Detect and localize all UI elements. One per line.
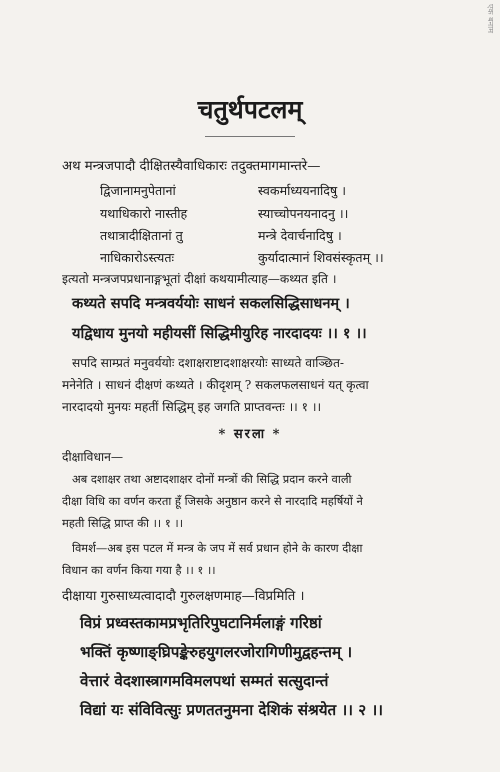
shloka2-line2: भक्तिं कृष्णाङ्घ्रिपङ्केरुहयुगलरजोरागिणीमुद्वहन्तम् ।: [80, 643, 353, 661]
heading-underline: [205, 136, 295, 137]
intro-line: अथ मन्त्रजपादौ दीक्षितस्यैवाधिकारः तदुक्तमागमान्तरे—: [62, 159, 321, 174]
section-title: * सरला *: [218, 427, 282, 442]
commentary1-line2: मनेनेति । साधनं दीक्षणं कथ्यते । कीदृशम् ? सकलफलसाधनं यत् कृत्वा: [62, 378, 369, 392]
verse-pada-b: स्वकर्माध्ययनादिषु ।: [258, 183, 346, 198]
verse-pada-b: कुर्यादात्मानं शिवसंस्कृतम् ।।: [258, 250, 384, 265]
shloka2-line3: वेत्तारं वेदशास्त्रागमविमलपथां सम्मतं सत्सुदान्तं: [80, 672, 329, 690]
vimarsha-line1: विमर्श—अब इस पटल में मन्त्र के जप में सर्व प्रधान होने के कारण दीक्षा: [72, 541, 363, 555]
hindi-para-line3: महती सिद्धि प्राप्त की ।। १ ।।: [62, 516, 184, 530]
verse-pada-a: नाधिकारोऽस्त्यतः: [100, 250, 175, 265]
shloka1-line1: कथ्यते सपदि मन्त्रवर्ययोः साधनं सकलसिद्धिसाधनम् ।: [72, 295, 350, 312]
verse-pada-a: यथाधिकारो नास्तीह: [100, 206, 188, 221]
edge-marking: एक बनाम: [486, 4, 495, 33]
verse-pada-a: तथात्रादीक्षितानां तु: [100, 228, 183, 243]
shloka1-line2: यद्विधाय मुनयो महीयसीं सिद्धिमीयुरिह नारदादयः ।। १ ।।: [72, 325, 367, 342]
verse-pada-b: मन्त्रे देवार्चनादिषु ।: [258, 228, 342, 243]
hindi-para-line2: दीक्षा विधि का वर्णन करता हूँ जिसके अनुष्ठान करने से नारदादि महर्षियों ने: [62, 494, 363, 508]
hindi-para-line1: अब दशाक्षर तथा अष्टादशाक्षर दोनों मन्त्रों की सिद्धि प्रदान करने वाली: [72, 472, 352, 486]
chapter-heading: चतुर्थपटलम्: [197, 95, 303, 124]
transition-line: इत्यतो मन्त्रजपप्रधानाङ्गभूतां दीक्षां कथयामीत्याह—कथ्यत इति ।: [62, 272, 337, 286]
vimarsha-line2: विधान का वर्णन किया गया है ।। १ ।।: [62, 563, 216, 577]
commentary1-line1: सपदि साम्प्रतं मनुवर्ययोः दशाक्षराष्टादशाक्षरयोः साध्यते वाञ्छित-: [72, 356, 345, 370]
shloka2-line1: विप्रं प्रध्वस्तकामप्रभृतिरिपुघटानिर्मलाङ्गं गरिष्ठां: [80, 614, 322, 632]
hindi-title: दीक्षाविधान—: [62, 450, 124, 464]
intro2-line: दीक्षाया गुरुसाध्यत्वादादौ गुरुलक्षणमाह—विप्रमिति ।: [62, 589, 305, 604]
shloka2-line4: विद्यां यः संविवित्सुः प्रणततनुमना देशिकं संश्रयेत ।। २ ।।: [80, 701, 383, 719]
verse-pada-a: द्विजानामनुपेतानां: [100, 183, 176, 198]
commentary1-line3: नारदादयो मुनयः महतीं सिद्धिम् इह जगति प्राप्तवन्तः ।। १ ।।: [62, 400, 322, 414]
verse-pada-b: स्याच्चोपनयनादनु ।।: [258, 206, 349, 221]
